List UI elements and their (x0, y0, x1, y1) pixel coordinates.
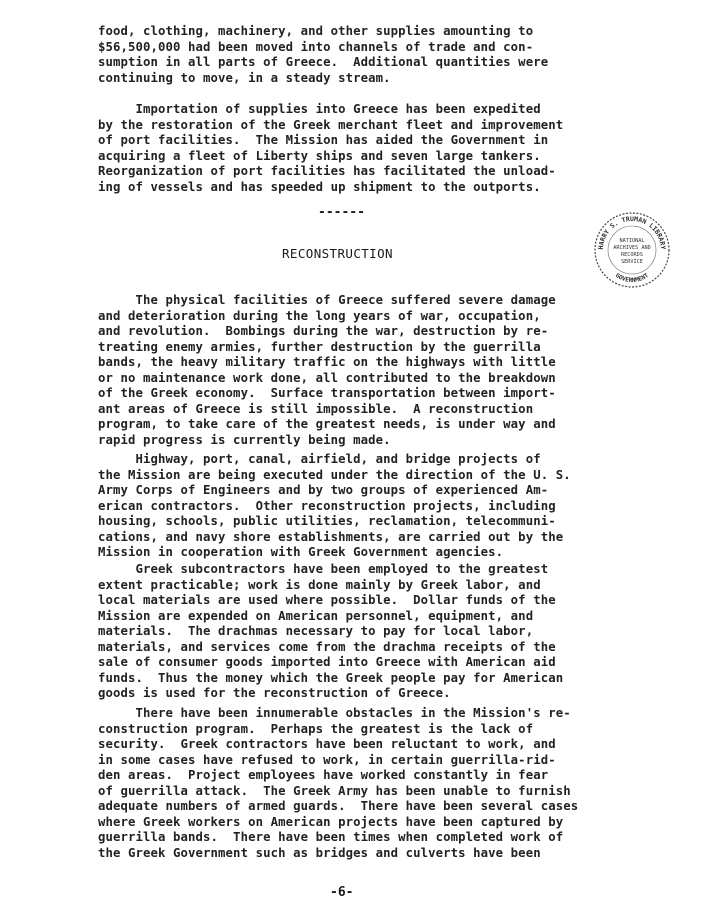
archive-seal-icon (593, 211, 671, 289)
paragraph-supplies: food, clothing, machinery, and other supplies amounting to $56,500,000 had been moved into channels of trade and con- sumption in all parts of Greece. Additional quantities were continuing to move, in a steady stream. (98, 24, 549, 85)
archive-stamp (593, 211, 671, 289)
page-number: -6- (330, 885, 354, 900)
svg-text:NATIONAL: NATIONAL (619, 238, 645, 244)
paragraph-subcontractors: Greek subcontractors have been employed to the greatest extent practicable; work is done mainly by Greek labor, and local materials are used where possible. Dollar funds of the Mission are expended on American personnel, equipment, and materials. The drachmas necessary to pay for local labor, materials, and services come from the drachma receipts of the sale of consumer goods imported into Greece with American aid funds. Thus the money which the Greek people pay for American goods is used for the reconstruction of Greece. (98, 562, 564, 700)
svg-text:HARRY S. TRUMAN LIBRARY: HARRY S. TRUMAN LIBRARY (596, 215, 668, 250)
section-divider: ------ (318, 205, 365, 220)
paragraph-physical-facilities: The physical facilities of Greece suffered severe damage and deterioration during the long years of war, occupation, and revolution. Bombings during the war, destruction by re- treating enemy armies, further destruction by the guerrilla bands, the heavy military traffic on the highways with little or no maintenance work done, all contributed to the breakdown of the Greek economy. Surface transportation between import- ant areas of Greece is still impossible. A reconstruction program, to take care of the greatest needs, is under way and rapid progress is currently being made. (98, 293, 556, 447)
paragraph-obstacles: There have been innumerable obstacles in the Mission's re- construction program. Perhaps the greatest is the lack of security. Greek contractors have been reluctant to work, and in some cases have refused to work, in certain guerrilla-rid- den areas. Project employees have worked constantly in fear of guerrilla attack. The Greek Army has been unable to furnish adequate numbers of armed guards. There have been several cases where Greek workers on American projects have been captured by guerrilla bands. There have been times when completed work of the Greek Government such as bridges and culverts have been (98, 706, 579, 860)
svg-text:RECORDS: RECORDS (621, 252, 643, 258)
svg-text:ARCHIVES AND: ARCHIVES AND (613, 245, 651, 251)
paragraph-importation: Importation of supplies into Greece has been expedited by the restoration of the Greek merchant fleet and improvement of port facilities. The Mission has aided the Government in acquiring a fleet of Liberty ships and seven large tankers. Reorganization of port facilities has facilitated the unload- ing of vessels and has speeded up shipment to the outports. (98, 102, 564, 194)
paragraph-projects: Highway, port, canal, airfield, and bridge projects of the Mission are being executed under the direction of the U. S. Army Corps of Engineers and by two groups of experienced Am- erican contractors. Other reconstruction projects, including housing, schools, public utilities, reclamation, telecommuni- cations, and navy shore establishments, are carried out by the Mission in cooperation with Greek Government agencies. (98, 452, 571, 559)
section-heading: RECONSTRUCTION (282, 246, 393, 261)
svg-text:GOVERNMENT: GOVERNMENT (613, 272, 651, 285)
svg-text:SERVICE: SERVICE (621, 259, 643, 265)
